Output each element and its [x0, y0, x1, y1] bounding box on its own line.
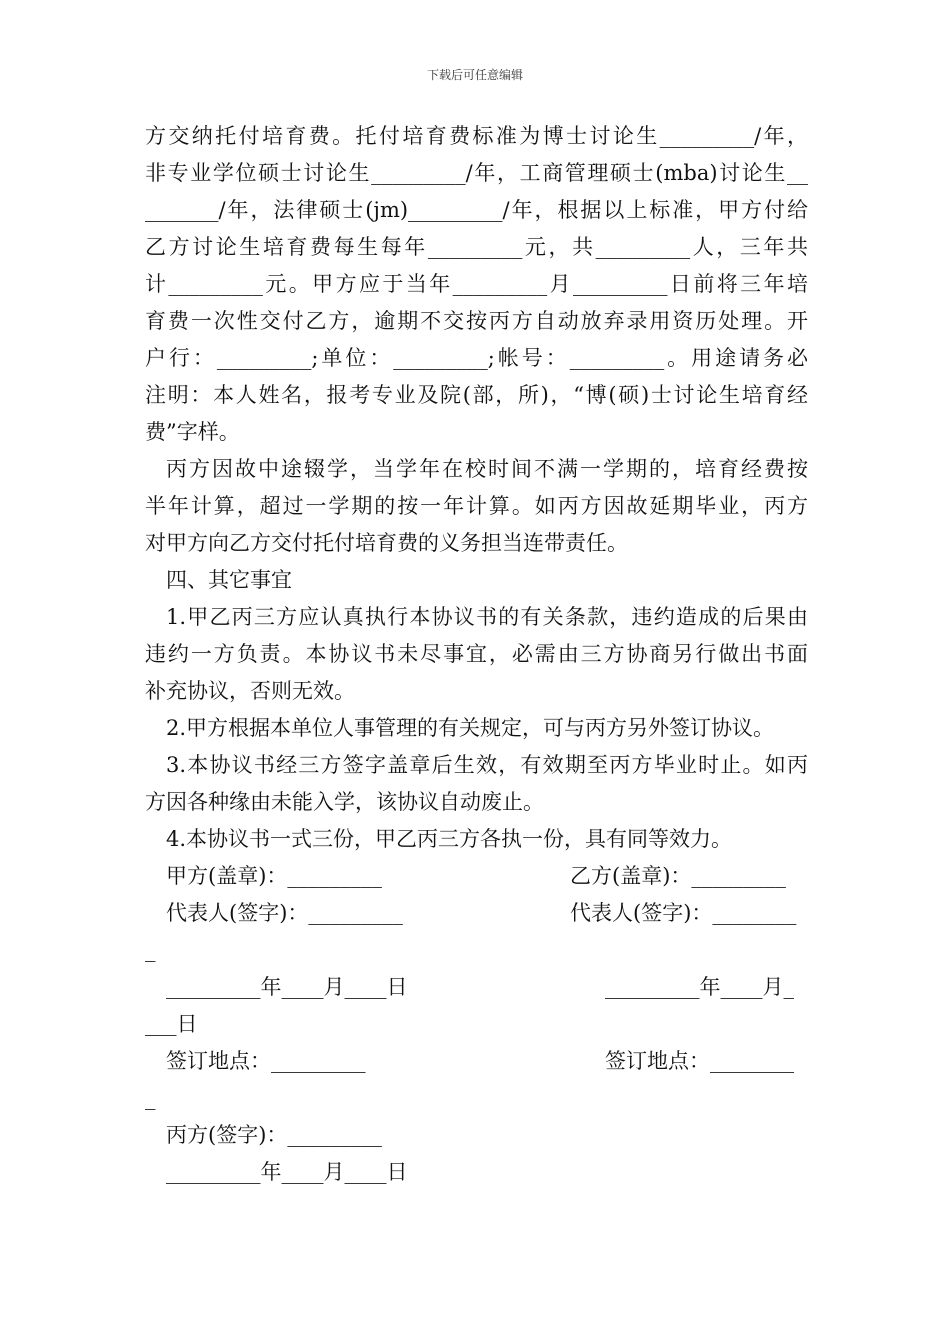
- party-c-signature: 丙方(签字)：_________: [166, 1123, 382, 1147]
- text-line: 注明：本人姓名，报考专业及院(部，所)，“博(硕)士讨论生培育经: [145, 383, 808, 407]
- date-row: [145, 969, 808, 1006]
- text-line: 非专业学位硕士讨论生_________/年，工商管理硕士(mba)讨论生__: [145, 161, 808, 185]
- text-line: 户行：_________;单位：_________;帐号：_________。用途请务必: [145, 346, 808, 370]
- section-heading: 四、其它事宜: [166, 568, 292, 592]
- text-line: 3.本协议书经三方签字盖章后生效，有效期至丙方毕业时止。如丙: [166, 753, 808, 777]
- party-c-date: _________年____月____日: [166, 1160, 408, 1184]
- text-line: 1.甲乙丙三方应认真执行本协议书的有关条款，违约造成的后果由: [166, 605, 808, 629]
- text-line: 方因各种缘由未能入学，该协议自动废止。: [145, 790, 544, 814]
- page-header: 下载后可任意编辑: [426, 68, 523, 82]
- party-b-seal: 乙方(盖章)：_________: [570, 864, 786, 888]
- clause-3: [145, 747, 808, 821]
- clause-4: 4.本协议书一式三份，甲乙丙三方各执一份，具有同等效力。: [166, 827, 733, 851]
- paragraph-dropout: [145, 451, 808, 562]
- party-a-representative: 代表人(签字)：_________: [166, 901, 403, 925]
- place-row: [145, 1043, 808, 1080]
- text-line: 补充协议，否则无效。: [145, 679, 355, 703]
- representative-row: [145, 895, 808, 932]
- text-line: 丙方因故中途辍学，当学年在校时间不满一学期的，培育经费按: [166, 457, 808, 481]
- text-line-wrap: _: [145, 1086, 156, 1110]
- text-line-wrap: ___日: [145, 1012, 198, 1036]
- text-line: 育费一次性交付乙方，逾期不交按丙方自动放弃录用资历处理。开: [145, 309, 808, 333]
- text-line: 方交纳托付培育费。托付培育费标准为博士讨论生_________/年，: [145, 124, 808, 148]
- text-line: 半年计算，超过一学期的按一年计算。如丙方因故延期毕业，丙方: [145, 494, 808, 518]
- party-c-row: [145, 1117, 808, 1154]
- party-a-place: 签订地点：_________: [166, 1049, 366, 1073]
- party-b-representative: 代表人(签字)：________: [570, 901, 797, 925]
- text-line: 违约一方负责。本协议书未尽事宜，必需由三方协商另行做出书面: [145, 642, 808, 666]
- clause-1: [145, 599, 808, 710]
- party-b-place: 签订地点：________: [605, 1049, 794, 1073]
- document-body: [145, 118, 808, 1191]
- text-line-wrap: _: [145, 938, 156, 962]
- text-line: 乙方讨论生培育费每生每年_________元，共_________人，三年共: [145, 235, 808, 259]
- seal-row: [145, 858, 808, 895]
- party-a-date: _________年____月____日: [166, 975, 408, 999]
- signature-block: [145, 858, 808, 1191]
- party-b-date: _________年____月_: [605, 975, 794, 999]
- text-line: _______/年，法律硕士(jm)_________/年，根据以上标准，甲方付给: [145, 198, 808, 222]
- text-line: 对甲方向乙方交付托付培育费的义务担当连带责任。: [145, 531, 628, 555]
- clause-2: 2.甲方根据本单位人事管理的有关规定，可与丙方另外签订协议。: [166, 716, 775, 740]
- party-c-date-row: [145, 1154, 808, 1191]
- party-a-seal: 甲方(盖章)：_________: [166, 864, 382, 888]
- text-line: 费”字样。: [145, 420, 240, 444]
- paragraph-fee: [145, 118, 808, 451]
- text-line: 计_________元。甲方应于当年_________月_________日前将三年培: [145, 272, 808, 296]
